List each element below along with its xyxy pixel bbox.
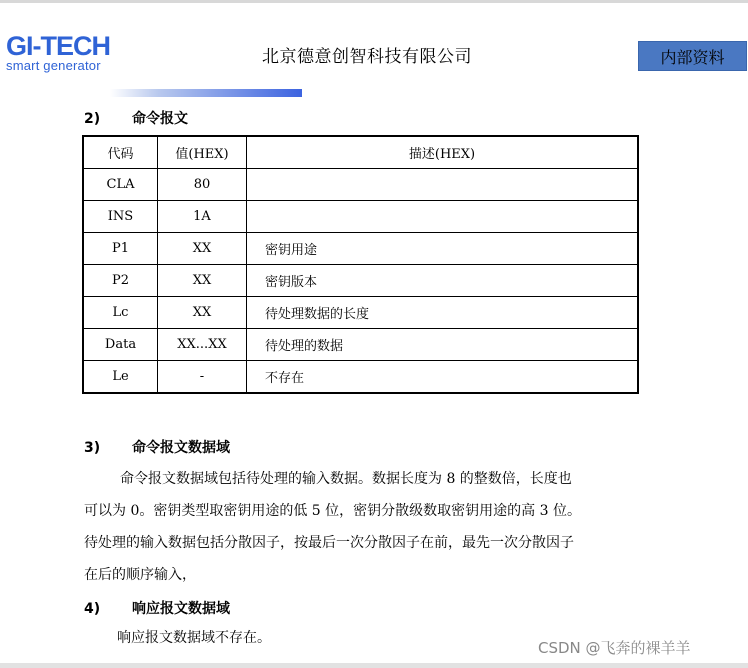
cell-code: Le <box>83 361 158 394</box>
table-row <box>83 329 638 361</box>
company-logo <box>6 32 110 72</box>
cell-value: 80 <box>158 169 247 201</box>
table-row <box>83 201 638 233</box>
section-2-title: 命令报文 <box>132 111 188 127</box>
logo-tagline: smart generator <box>6 58 101 73</box>
cell-code: INS <box>83 201 158 233</box>
table-row <box>83 233 638 265</box>
section-4-body: 响应报文数据域不存在。 <box>117 630 271 646</box>
cell-value: XX...XX <box>158 329 247 361</box>
section-4-number: 4) <box>84 601 101 617</box>
table-row <box>83 361 638 394</box>
section-3-body <box>84 463 644 591</box>
cell-code: CLA <box>83 169 158 201</box>
table-row <box>83 265 638 297</box>
cell-value: - <box>158 361 247 394</box>
section-4-title: 响应报文数据域 <box>132 601 230 617</box>
header-description: 描述(HEX) <box>247 136 639 169</box>
section-2-number: 2) <box>84 111 101 127</box>
bottom-border <box>0 663 748 668</box>
cell-description: 密钥版本 <box>247 265 639 297</box>
logo-wordmark: GI-TECH <box>6 31 110 61</box>
paragraph-line: 命令报文数据域包括待处理的输入数据。数据长度为 8 的整数倍，长度也 <box>120 471 572 487</box>
confidential-badge: 内部资料 <box>638 41 747 71</box>
table-row <box>83 169 638 201</box>
cell-value: 1A <box>158 201 247 233</box>
top-border <box>0 0 748 3</box>
cell-value: XX <box>158 233 247 265</box>
header-code: 代码 <box>83 136 158 169</box>
cell-description <box>247 201 639 233</box>
table-header-row <box>83 136 638 169</box>
section-4-heading <box>84 598 230 618</box>
cell-description: 不存在 <box>247 361 639 394</box>
header-value: 值(HEX) <box>158 136 247 169</box>
command-apdu-table <box>82 135 639 394</box>
cell-value: XX <box>158 265 247 297</box>
csdn-watermark: CSDN @飞奔的裸羊羊 <box>538 639 691 657</box>
cell-code: P1 <box>83 233 158 265</box>
section-3-heading <box>84 437 230 457</box>
paragraph-line: 可以为 0。密钥类型取密钥用途的低 5 位，密钥分散级数取密钥用途的高 3 位。 <box>84 503 581 519</box>
cell-code: P2 <box>83 265 158 297</box>
cell-description <box>247 169 639 201</box>
paragraph-line: 在后的顺序输入， <box>84 567 196 583</box>
cell-description: 待处理的数据 <box>247 329 639 361</box>
section-3-title: 命令报文数据域 <box>132 440 230 456</box>
section-3-number: 3) <box>84 440 101 456</box>
cell-code: Data <box>83 329 158 361</box>
table-row <box>83 297 638 329</box>
cell-description: 密钥用途 <box>247 233 639 265</box>
company-name: 北京德意创智科技有限公司 <box>262 47 472 67</box>
section-2-heading <box>84 108 188 128</box>
cell-description: 待处理数据的长度 <box>247 297 639 329</box>
cell-value: XX <box>158 297 247 329</box>
paragraph-line: 待处理的输入数据包括分散因子，按最后一次分散因子在前，最先一次分散因子 <box>84 535 574 551</box>
header-gradient-bar <box>110 89 302 97</box>
cell-code: Lc <box>83 297 158 329</box>
